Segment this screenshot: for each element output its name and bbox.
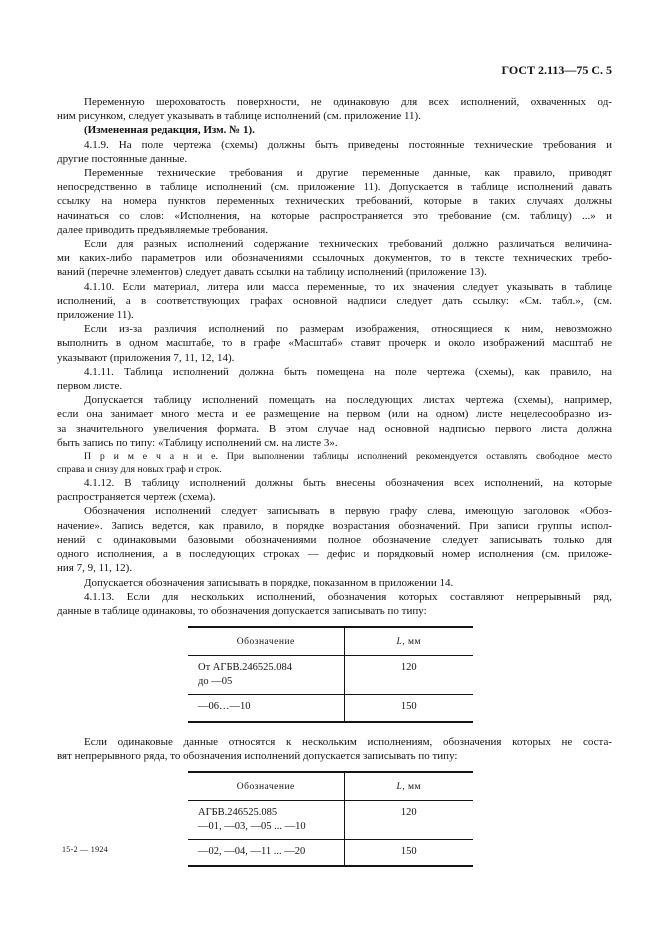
- table-row: [188, 801, 473, 840]
- page-footer-print-code: 15-2 — 1924: [62, 845, 108, 854]
- designation-line: до —05: [198, 675, 233, 687]
- paragraph: [57, 450, 612, 476]
- text-line: 4.1.11. Таблица исполнений должна быть помещена на поле чертежа (схемы), как правило, на: [84, 365, 612, 378]
- text-line: данные в таблице одинаковы, то обозначения допускается записывать по типу:: [57, 604, 427, 617]
- designation-line: От АГБВ.246525.084: [198, 662, 292, 674]
- table-header: [188, 772, 473, 801]
- text-line: 4.1.12. В таблицу исполнений должны быть внесены обозначения всех исполнений, на которые: [84, 477, 612, 490]
- text-line: Переменную шероховатость поверхности, не одинаковую для всех исполнений, охваченных од-: [84, 96, 612, 108]
- paragraph: [57, 322, 612, 365]
- paragraph: [57, 576, 612, 590]
- text-line: одного исполнения, а в последующих строках — дефис и порядковый номер исполнения (см. приложе-: [57, 548, 612, 561]
- paragraph: [57, 237, 612, 280]
- text-line: Если одинаковые данные относятся к нескольким исполнениям, обозначения которых не соста-: [84, 735, 612, 748]
- paragraph: [57, 123, 612, 137]
- column-header-designation: Обозначение: [188, 772, 344, 801]
- column-header-length: L, мм: [344, 627, 473, 656]
- text-line: Допускается обозначения записывать в порядке, показанном в приложении 14.: [84, 576, 454, 589]
- paragraph: [57, 138, 612, 166]
- length-value-cell: 120: [344, 656, 473, 695]
- text-line: исполнений, а в соответствующих графах основной надписи следует дать ссылку: «См. табл.», (см.: [57, 294, 612, 307]
- text-line: Если для разных исполнений содержание технических требований должно различаться величина-: [84, 238, 612, 251]
- designation-line: АГБВ.246525.085: [198, 807, 278, 819]
- text-line: Допускается таблицу исполнений помещать на последующих листах чертежа (схемы), например,: [84, 394, 612, 407]
- text-line: нений с одинаковыми базовыми обозначениями полное обозначение следует записывать только для: [57, 533, 612, 546]
- designation-line: —01, —03, —05 ... —10: [198, 820, 306, 832]
- text-line: приложение 11).: [57, 309, 134, 322]
- text-line: за значительного увеличения формата. В этом случае над основной надписью первого листа должна: [57, 422, 612, 435]
- length-value-cell: 150: [400, 701, 417, 713]
- designation-cell: [188, 656, 344, 695]
- paragraph: [57, 590, 612, 618]
- paragraph: [57, 504, 612, 575]
- designation-table-1: [188, 626, 473, 722]
- text-line: если она занимает много места и ее размещение на первом (или на одном) листе нецелесообразно из-: [57, 408, 612, 421]
- document-body: [57, 95, 612, 867]
- text-line: ссылку на номера пунктов переменных технических требований, которые в таких случаях должны: [57, 195, 612, 208]
- text-line: выполнить в одном масштабе, то в графе «Масштаб» ставят прочерк и около изображений масштаб не: [57, 337, 612, 350]
- text-line: Обозначения исполнений следует записывать в первую графу слева, имеющую заголовок «Обоз-: [84, 505, 612, 518]
- text-line: 4.1.9. На поле чертежа (схемы) должны быть приведены постоянные технические требования и: [84, 138, 612, 151]
- text-line: Если из-за различия исполнений по размерам изображения, относящиеся к ним, невозможно: [84, 323, 612, 336]
- designation-line: —06…—10: [198, 701, 251, 713]
- text-line: 4.1.13. Если для нескольких исполнений, обозначения которых составляют непрерывный ряд,: [84, 590, 612, 603]
- text-line: первом листе.: [57, 380, 123, 393]
- text-line: начинаться со слов: «Исполнения, на которые распространяется это требование (см. таблицу) ...» и: [57, 209, 612, 222]
- paragraph: [57, 735, 612, 763]
- table-body: [188, 801, 473, 867]
- designation-table-2: [188, 771, 473, 867]
- text-line: другие постоянные данные.: [57, 152, 188, 165]
- paragraph: [57, 166, 612, 237]
- table-row: [188, 695, 473, 722]
- designation-line: —02, —04, —11 ... —20: [198, 846, 306, 858]
- text-line: П р и м е ч а н и е. При выполнении таблицы исполнений рекомендуется оставлять свободное место: [84, 451, 612, 463]
- page-header-standard-number: ГОСТ 2.113—75 С. 5: [501, 63, 612, 77]
- text-line: ния 7, 9, 11, 12).: [57, 562, 133, 575]
- text-line: справа и снизу для новых граф и строк.: [57, 464, 222, 476]
- text-line: указывают (приложения 7, 11, 12, 14).: [57, 351, 235, 364]
- table-row: [188, 840, 473, 867]
- column-header-length: L, мм: [344, 772, 473, 801]
- table-header-row: [188, 772, 473, 801]
- text-line: ваний (перечне элементов) следует давать ссылки на таблицу исполнений (приложение 13).: [57, 266, 487, 279]
- paragraph: [57, 365, 612, 393]
- text-line: (Измененная редакция, Изм. № 1).: [84, 124, 255, 137]
- text-line: распространяется чертеж (схема).: [57, 491, 216, 504]
- table-header: [188, 627, 473, 656]
- paragraph: [57, 476, 612, 504]
- designation-cell: [188, 801, 344, 840]
- paragraph: [57, 95, 612, 123]
- text-line: Переменные технические требования и другие переменные данные, как правило, приводят: [84, 167, 612, 180]
- length-symbol: L: [396, 781, 403, 792]
- text-line: вят непрерывного ряда, то обозначения исполнений допускается записывать по типу:: [57, 749, 458, 762]
- designation-cell: [188, 695, 344, 722]
- length-value-cell: 150: [400, 846, 417, 858]
- designation-cell: [188, 840, 344, 867]
- paragraph: [57, 393, 612, 450]
- text-line: далее приводить предъявляемые требования.: [57, 223, 269, 236]
- table-row: [188, 656, 473, 695]
- paragraph: [57, 280, 612, 323]
- text-line: ми каких-либо параметров или обозначениями ссылочных документов, то в тексте технических требо-: [57, 252, 612, 265]
- text-line: ним рисунком, следует указывать в таблице исполнений (см. приложение 11).: [57, 110, 421, 123]
- text-line: начение». Запись ведется, как правило, в порядке возрастания обозначений. При записи группы испол-: [57, 519, 612, 532]
- length-symbol: L: [396, 637, 403, 648]
- text-line: непосредственно в таблице исполнений (см. приложение 11). Допускается в таблице исполнений давать: [57, 181, 612, 194]
- table-header-row: [188, 627, 473, 656]
- text-line: быть запись по типу: «Таблицу исполнений см. на листе 3».: [57, 436, 338, 449]
- table-body: [188, 656, 473, 722]
- column-header-designation: Обозначение: [188, 627, 344, 656]
- text-line: 4.1.10. Если материал, литера или масса переменные, то их значения следует указывать в таблице: [84, 280, 612, 293]
- length-value-cell: 120: [344, 801, 473, 840]
